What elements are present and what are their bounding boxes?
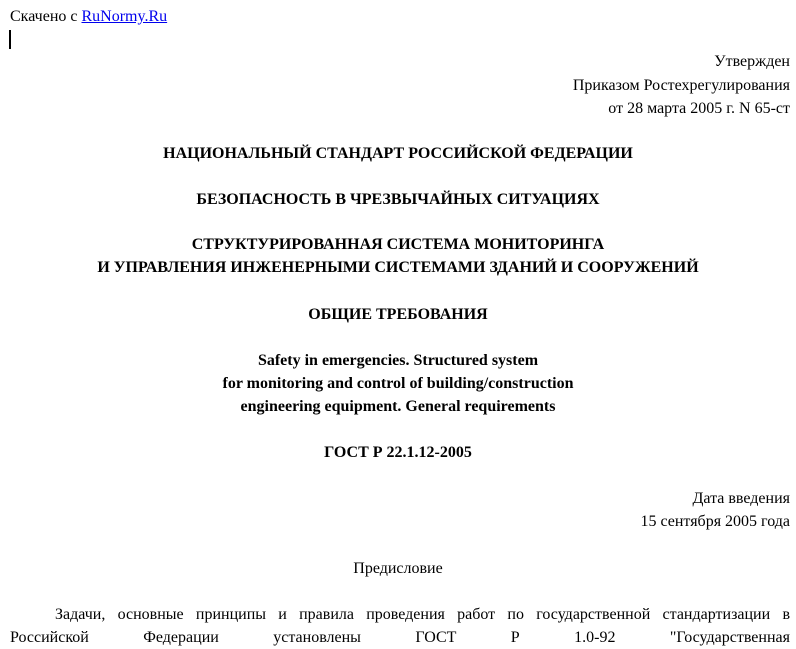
runormy-link[interactable]: RuNormy.Ru xyxy=(81,8,168,25)
approval-line-3: от 28 марта 2005 г. N 65-ст xyxy=(608,100,790,117)
title-line-2: И УПРАВЛЕНИЯ ИНЖЕНЕРНЫМИ СИСТЕМАМИ ЗДАНИЙ И СООРУЖЕНИЙ xyxy=(97,259,699,276)
preface-text: Задачи, основные принципы и правила проведения работ по государственной стандартизации в Российской Федерации установлены ГОСТ Р 1.0-92 "Государственная xyxy=(10,606,790,646)
download-source xyxy=(10,7,167,27)
preface-paragraph xyxy=(10,603,790,649)
approval-line-2: Приказом Ростехрегулирования xyxy=(572,77,790,94)
national-standard-heading: НАЦИОНАЛЬНЫЙ СТАНДАРТ РОССИЙСКОЙ ФЕДЕРАЦИИ xyxy=(163,145,633,162)
english-title-line-3: engineering equipment. General requirements xyxy=(240,398,556,415)
intro-date-value: 15 сентября 2005 года xyxy=(640,513,790,530)
preface-title: Предисловие xyxy=(353,560,443,577)
approval-line-1: Утвержден xyxy=(714,53,790,70)
safety-heading: БЕЗОПАСНОСТЬ В ЧРЕЗВЫЧАЙНЫХ СИТУАЦИЯХ xyxy=(196,191,600,208)
general-requirements-heading: ОБЩИЕ ТРЕБОВАНИЯ xyxy=(308,306,488,323)
title-line-1: СТРУКТУРИРОВАННАЯ СИСТЕМА МОНИТОРИНГА xyxy=(191,236,605,253)
english-title-line-2: for monitoring and control of building/construction xyxy=(222,375,574,392)
english-title-line-1: Safety in emergencies. Structured system xyxy=(257,352,539,369)
text-cursor xyxy=(9,30,11,49)
download-prefix: Скачено с xyxy=(10,8,82,25)
gost-number: ГОСТ Р 22.1.12-2005 xyxy=(324,444,472,461)
intro-date-label: Дата введения xyxy=(692,490,790,507)
